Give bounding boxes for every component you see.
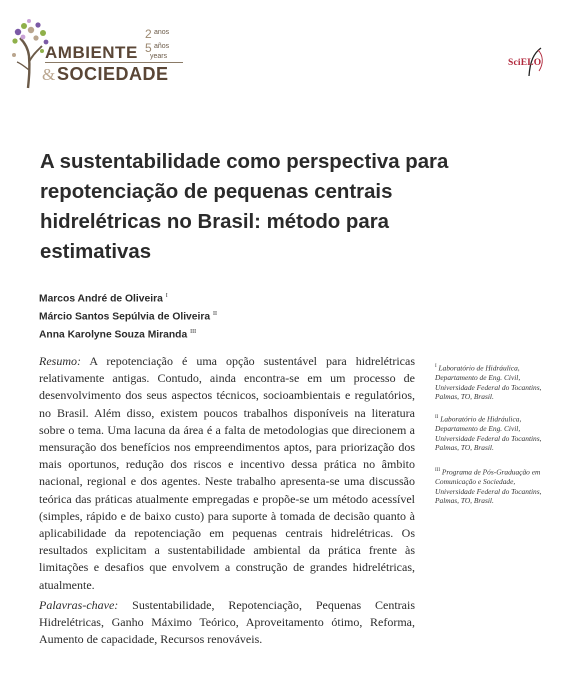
affiliation-1	[435, 362, 553, 402]
affiliation-mark: II	[435, 415, 439, 420]
author-affiliation-mark: III	[190, 328, 197, 335]
logo-ampersand: &	[42, 65, 56, 84]
logo-word-ambiente: AMBIENTE	[45, 43, 138, 62]
author-name: Marcos André de Oliveira	[39, 293, 163, 305]
scielo-wordmark: SciELO	[508, 58, 542, 68]
affiliation-3	[435, 466, 553, 506]
author-name: Márcio Santos Sepúlvia de Oliveira	[39, 311, 211, 323]
author-affiliation-mark: I	[165, 293, 168, 299]
anniversary-anos-es: años	[154, 43, 170, 50]
affiliation-text: Laboratório de Hidráulica, Departamento de Eng. Civil, Universidade Federal do Tocantins, Palmas, TO, Brasil.	[435, 363, 542, 402]
journal-logo[interactable]	[12, 18, 192, 90]
author-3[interactable]	[39, 325, 217, 343]
affiliation-text: Laboratório de Hidráulica, Departamento de Eng. Civil, Universidade Federal do Tocantins, Palmas, TO, Brasil.	[435, 414, 542, 453]
anniversary-years: years	[150, 53, 168, 60]
author-affiliation-mark: II	[212, 310, 217, 317]
author-2[interactable]	[39, 307, 217, 325]
affiliation-2	[435, 413, 553, 453]
author-1[interactable]	[39, 289, 217, 307]
abstract-label: Resumo:	[39, 354, 81, 368]
anniversary-digit-5: 5	[145, 41, 152, 55]
logo-word-sociedade: SOCIEDADE	[57, 64, 169, 84]
article-title: A sustentabilidade como perspectiva para repotenciação de pequenas centrais hidrelétricas no Brasil: método para estimativas	[40, 151, 449, 263]
keywords-text: Sustentabilidade, Repotenciação, Pequenas Centrais Hidrelétricas, Ganho Máximo Teórico, Aproveitamento ótimo, Reforma, Aumento de capacidade, Recursos renováveis.	[39, 598, 415, 647]
author-list	[39, 289, 217, 343]
affiliation-mark: I	[435, 364, 437, 369]
abstract	[39, 353, 415, 594]
keywords	[39, 597, 415, 649]
affiliation-mark: III	[435, 468, 440, 473]
author-name: Anna Karolyne Souza Miranda	[39, 329, 188, 341]
logo-divider	[45, 62, 183, 63]
affiliation-text: Programa de Pós-Graduação em Comunicação e Sociedade, Universidade Federal do Tocantins, Palmas, TO, Brasil.	[435, 467, 542, 506]
scielo-logo[interactable]	[508, 47, 546, 77]
keywords-label: Palavras-chave:	[39, 598, 119, 612]
anniversary-digit-2: 2	[145, 27, 152, 41]
anniversary-anos: anos	[154, 29, 170, 36]
abstract-text: A repotenciação é uma opção sustentável para hidrelétricas relativamente antigas. Contudo, ainda encontra-se em um processo de desenvolvimento dos seus aspectos técnicos, socioambientais e regulatórios, no Brasil. Além disso, existem poucos trabalhos disponíveis na literatura sobre o tema. Uma lacuna da área é a falta de metodologias que direcionem a mensuração dos benefícios nos empreendimentos aptos, para priorização dos mais oportunos, redução dos riscos e incentivo dessa prática no âmbito nacional, regional e dos agentes. Neste trabalho apresenta-se uma discussão teórica das práticas atualmente empregadas e propõe-se um método acessível (simples, rápido e de baixo custo) para suporte à tomada de decisão quanto à aplicabilidade da repotenciação em pequenas centrais hidrelétricas. Os resultados explicitam a sustentabilidade ambiental da prática frente às limitações e desafios que envolvem a construção de grandes hidrelétricas, atualmente.	[39, 354, 415, 592]
